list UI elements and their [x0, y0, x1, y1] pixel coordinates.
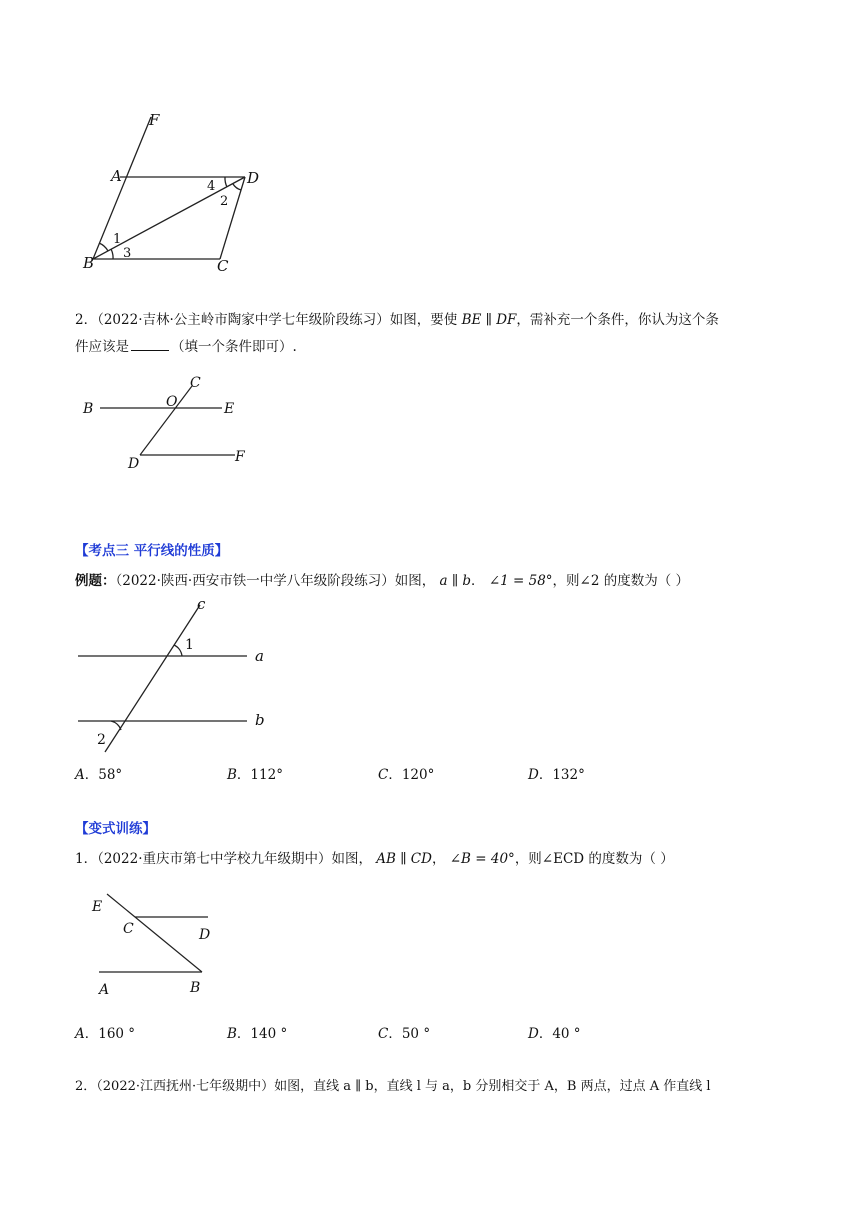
label-C: C — [190, 375, 201, 391]
figure-parallelogram — [75, 105, 275, 275]
label-b: b — [255, 711, 265, 729]
parallel-condition: BE ∥ DF — [461, 312, 517, 328]
variant-question-2 — [75, 1077, 711, 1097]
angle-arc-4 — [225, 177, 227, 187]
separator: ． — [471, 573, 485, 589]
label-D: D — [247, 169, 260, 187]
label-c: c — [197, 595, 206, 613]
line-bf — [93, 117, 151, 259]
label-A: A — [99, 982, 110, 998]
question-text: 件应该是 — [75, 339, 129, 355]
label-a: a — [255, 647, 264, 665]
variant-question-1 — [75, 849, 674, 869]
section-heading: 【考点三 平行线的性质】 — [75, 543, 229, 559]
label-angle-1: 1 — [185, 637, 194, 653]
label-angle-2: 2 — [97, 732, 106, 748]
line-eb — [107, 894, 202, 972]
variant-option-c[interactable]: C．50 ° — [378, 1026, 431, 1042]
label-angle-4: 4 — [207, 179, 216, 194]
label-B: B — [83, 254, 95, 272]
variant-option-a[interactable]: A．160 ° — [75, 1026, 136, 1042]
label-F: F — [149, 111, 160, 129]
label-A: A — [111, 167, 122, 185]
angle-arc-1 — [99, 243, 108, 251]
label-B: B — [83, 401, 94, 417]
question-source: （2022·重庆市第七中学校九年级期中）如图， — [97, 851, 372, 867]
label-D: D — [199, 927, 211, 943]
example-label: 例题： — [75, 573, 116, 589]
label-O: O — [166, 394, 178, 410]
question-number: 2． — [75, 312, 98, 328]
figure-q2 — [80, 370, 260, 475]
line-cd — [220, 177, 245, 259]
answer-blank[interactable] — [131, 338, 169, 351]
variant-option-d[interactable]: D．40 ° — [528, 1026, 581, 1042]
question-ask: ，则∠ECD 的度数为（ ） — [514, 851, 674, 867]
label-angle-3: 3 — [123, 246, 132, 261]
label-D: D — [128, 456, 140, 472]
condition-parallel: a ∥ b — [439, 573, 472, 589]
angle-arc-1 — [174, 645, 182, 656]
example-option-d[interactable]: D．132° — [528, 767, 585, 783]
label-angle-2: 2 — [220, 194, 229, 209]
question-2-line2 — [75, 337, 297, 357]
question-text: ，需补充一个条件，你认为这个条 — [516, 312, 719, 328]
line-c — [105, 605, 200, 752]
example-question — [75, 571, 689, 591]
label-F: F — [235, 449, 245, 465]
question-text: （2022·江西抚州·七年级期中）如图，直线 a ∥ b，直线 l 与 a，b 分别相交于 A，B 两点，过点 A 作直线 l — [96, 1079, 711, 1094]
example-option-c[interactable]: C．120° — [378, 767, 435, 783]
condition-parallel: AB ∥ CD — [376, 851, 432, 867]
label-E: E — [92, 899, 103, 915]
question-source: （2022·吉林·公主岭市陶家中学七年级阶段练习）如图，要使 — [97, 312, 458, 328]
angle-arc-3 — [111, 249, 113, 259]
label-C: C — [217, 257, 229, 275]
figure-variant-1 — [80, 888, 230, 1003]
example-option-b[interactable]: B．112° — [227, 767, 283, 783]
question-number: 1． — [75, 851, 98, 867]
question-text: 2． — [75, 1079, 97, 1094]
question-ask: ，则∠2 的度数为（ ） — [552, 573, 690, 589]
label-angle-1: 1 — [113, 232, 122, 247]
example-option-a[interactable]: A．58° — [75, 767, 123, 783]
condition-angle: ∠B = 40° — [449, 851, 515, 867]
angle-arc-2 — [233, 184, 241, 190]
label-B: B — [190, 980, 201, 996]
separator: ， — [431, 851, 446, 867]
question-source: （2022·陕西·西安市铁一中学八年级阶段练习）如图， — [115, 573, 436, 589]
label-C: C — [123, 921, 134, 937]
variant-option-b[interactable]: B．140 ° — [227, 1026, 288, 1042]
variant-heading: 【变式训练】 — [75, 821, 156, 837]
question-text: （填一个条件即可）. — [171, 339, 297, 355]
question-2-line1 — [75, 310, 719, 330]
condition-angle: ∠1 = 58° — [488, 573, 553, 589]
figure-example — [75, 595, 275, 755]
label-E: E — [224, 401, 235, 417]
